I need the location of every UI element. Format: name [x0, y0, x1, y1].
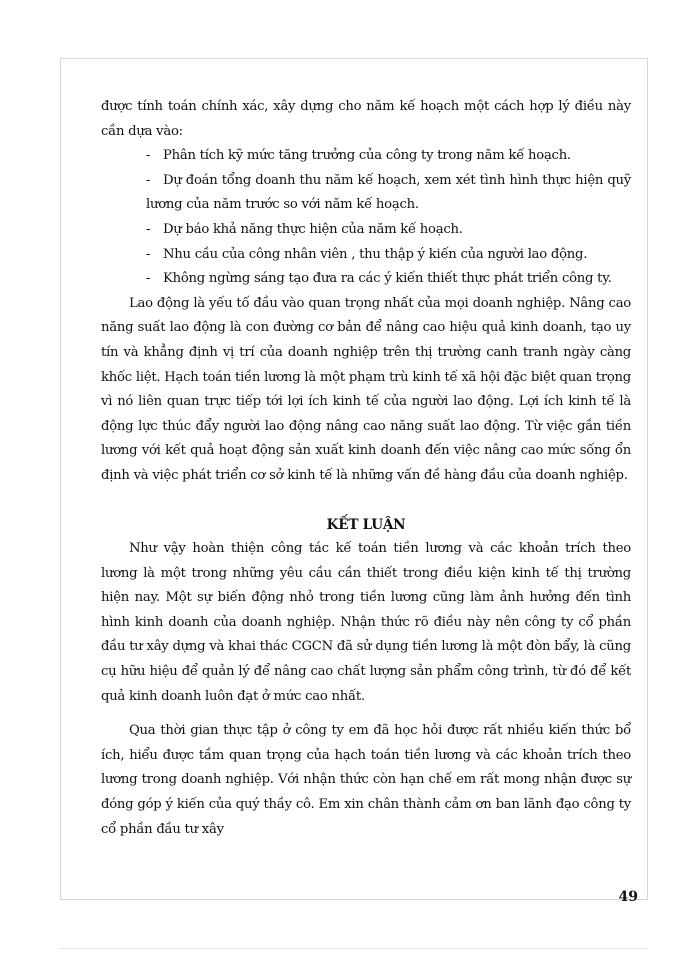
page-number: 49 [618, 889, 638, 905]
list-item [101, 144, 631, 169]
list-item [101, 169, 631, 218]
bullet-dash: - [146, 246, 151, 262]
list-item [101, 267, 631, 292]
list-item-text: Dự báo khả năng thực hiện của năm kế hoạch. [163, 221, 463, 237]
criteria-list [101, 144, 631, 292]
labor-paragraph: Lao động là yếu tố đầu vào quan trọng nhất của mọi doanh nghiệp. Nâng cao năng suất lao động là con đường cơ bản để nâng cao hiệu quả kinh doanh, tạo uy tín và khẳng định vị trí của doanh nghiệp trên thị trường canh tranh ngày càng khốc liệt. Hạch toán tiền lương là một phạm trù kinh tế xã hội đặc biệt quan trọng vì nó liên quan trực tiếp tới lợi ích kinh tế của người lao động. Lợi ích kinh tế là động lực thúc đẩy người lao động nâng cao năng suất lao động. Từ việc gắn tiền lương với kết quả hoạt động sản xuất kinh doanh đến việc nâng cao mức sống ổn định và việc phát triển cơ sở kinh tế là những vấn đề hàng đầu của doanh nghiệp. [101, 295, 631, 483]
bullet-dash: - [146, 221, 151, 237]
list-item-text: Dự đoán tổng doanh thu năm kế hoạch, xem xét tình hình thực hiện quỹ lương của năm trước so với năm kế hoạch. [146, 172, 631, 213]
conclusion-paragraph-1: Như vậy hoàn thiện công tác kế toán tiền lương và các khoản trích theo lương là một trong những yêu cầu cần thiết trong điều kiện kinh tế thị trường hiện nay. Một sự biến động nhỏ trong tiền lương cũng làm ảnh hưởng đến tình hình kinh doanh của doanh nghiệp. Nhận thức rõ điều này nên công ty cổ phần đầu tư xây dựng và khai thác CGCN đã sử dụng tiền lương là một đòn bẩy, là cũng cụ hữu hiệu để quản lý để nâng cao chất lượng sản phẩm công trình, từ đó để kết quả kinh doanh luôn đạt ở mức cao nhất. [101, 541, 631, 704]
list-item-text: Nhu cầu của công nhân viên , thu thập ý kiến của người lao động. [163, 246, 588, 262]
page-content [101, 95, 631, 842]
list-item [101, 218, 631, 243]
list-item-text: Không ngừng sáng tạo đưa ra các ý kiến thiết thực phát triển công ty. [163, 271, 612, 287]
bullet-dash: - [146, 271, 151, 287]
page-bottom-rule [60, 948, 648, 949]
intro-paragraph: được tính toán chính xác, xây dựng cho năm kế hoạch một cách hợp lý điều này cần dựa vào: [101, 99, 631, 139]
conclusion-heading: KẾT LUẬN [326, 516, 406, 533]
list-item-text: Phân tích kỹ mức tăng trưởng của công ty trong năm kế hoạch. [163, 148, 571, 164]
bullet-dash: - [146, 148, 151, 164]
conclusion-paragraph-2: Qua thời gian thực tập ở công ty em đã học hỏi được rất nhiều kiến thức bổ ích, hiểu được tầm quan trọng của hạch toán tiền lương và các khoản trích theo lương trong doanh nghiệp. Với nhận thức còn hạn chế em rất mong nhận được sự đóng góp ý kiến của quý thầy cô. Em xin chân thành cảm ơn ban lãnh đạo công ty cổ phần đầu tư xây [101, 723, 631, 837]
list-item [101, 243, 631, 268]
bullet-dash: - [146, 172, 151, 188]
